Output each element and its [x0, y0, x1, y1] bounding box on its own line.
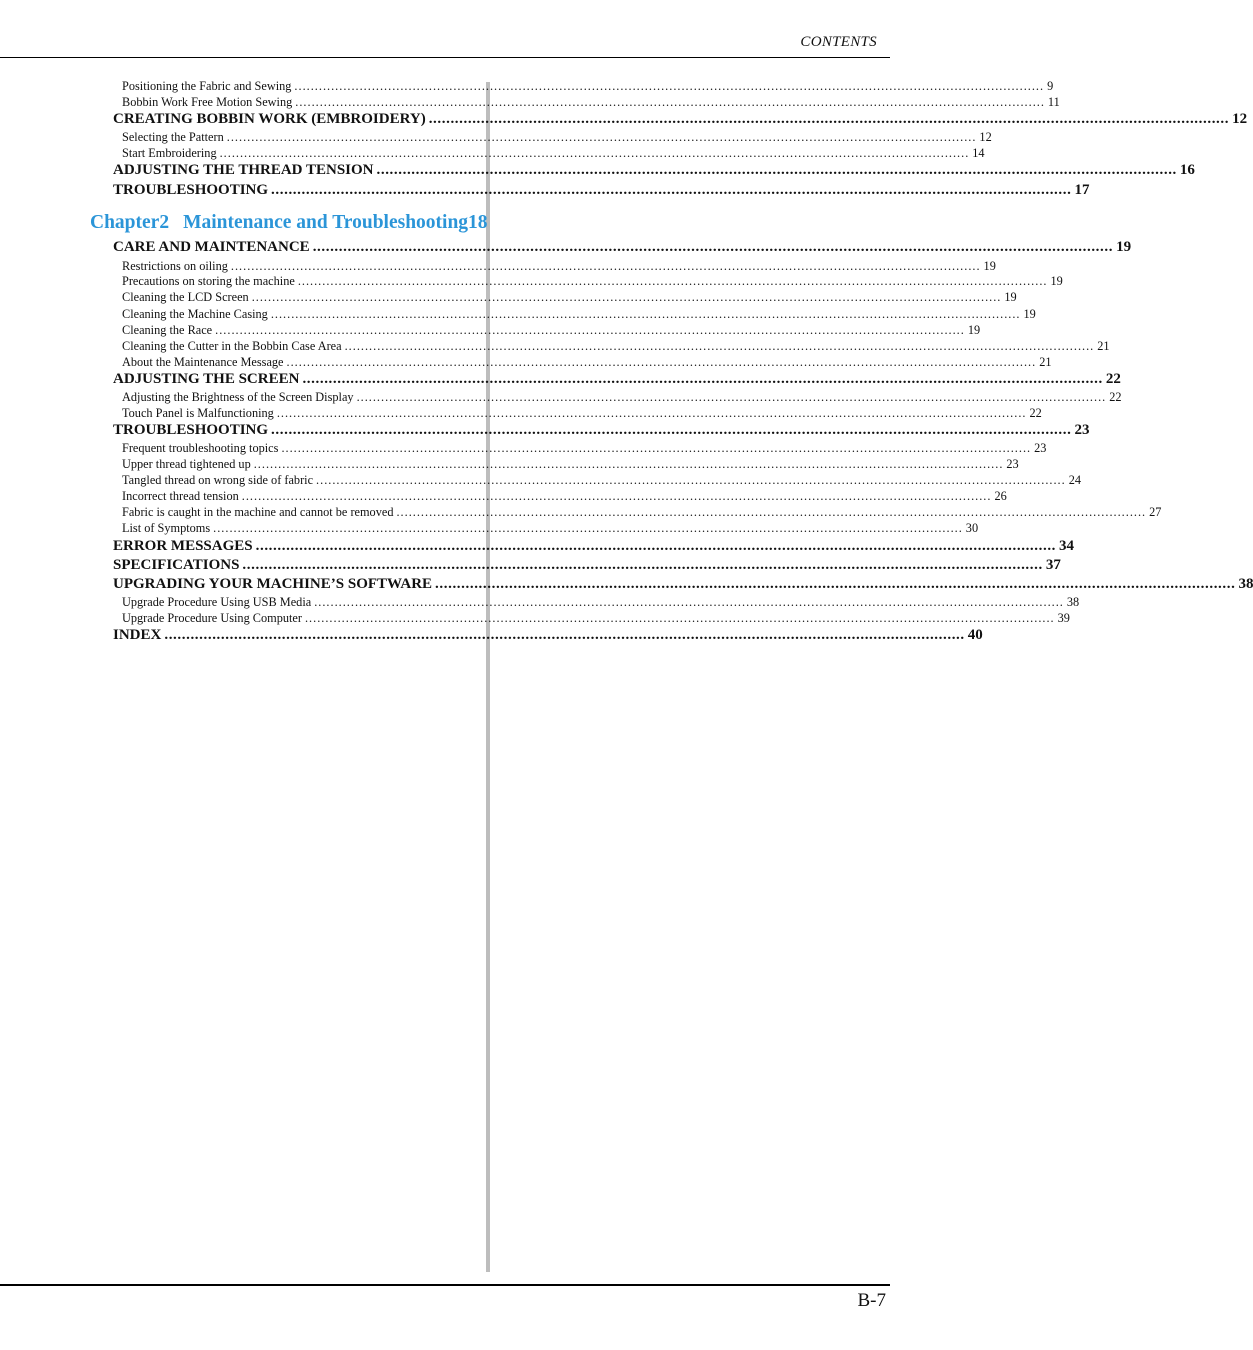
toc-entry-label: Positioning the Fabric and Sewing — [122, 79, 292, 93]
toc-entry-label: Frequent troubleshooting topics — [122, 441, 279, 455]
toc-entry-page: 14 — [972, 146, 985, 160]
toc-entry-page: 39 — [1057, 611, 1070, 625]
toc-leader-dots — [227, 129, 977, 145]
toc-entry-label: Upper thread tightened up — [122, 457, 251, 471]
toc-section-page: 23 — [1074, 422, 1090, 438]
toc-entry-label: Bobbin Work Free Motion Sewing — [122, 95, 293, 109]
toc-section-label: ERROR MESSAGES — [113, 538, 253, 554]
toc-section[interactable] — [113, 536, 1075, 556]
toc-entry-label: Tangled thread on wrong side of fabric — [122, 473, 314, 487]
toc-entry-label: About the Maintenance Message — [122, 355, 284, 369]
toc-leader-dots — [277, 405, 1027, 421]
toc-leader-dots — [294, 78, 1044, 94]
toc-leader-dots — [287, 354, 1037, 370]
toc-entry-page: 21 — [1039, 355, 1052, 369]
toc-entry[interactable] — [122, 488, 1007, 504]
toc-entry[interactable] — [122, 129, 992, 145]
toc-entry-label: Start Embroidering — [122, 146, 217, 160]
toc-leader-dots — [429, 109, 1229, 129]
toc-leader-dots — [271, 420, 1071, 440]
toc-leader-dots — [213, 520, 963, 536]
toc-entry[interactable] — [122, 405, 1042, 421]
toc-entry[interactable] — [122, 354, 1052, 370]
toc-entry-label: Upgrade Procedure Using Computer — [122, 611, 302, 625]
page-number: B-7 — [857, 1290, 886, 1311]
toc-entry-page: 19 — [1050, 274, 1063, 288]
toc-entry-label: Fabric is caught in the machine and cannot be removed — [122, 505, 394, 519]
toc-section-page: 17 — [1074, 182, 1090, 198]
toc-section-page: 16 — [1179, 162, 1195, 178]
toc-section-label: CARE AND MAINTENANCE — [113, 239, 310, 255]
toc-section[interactable] — [113, 420, 1090, 440]
toc-section[interactable] — [113, 555, 1061, 575]
toc-section[interactable] — [113, 574, 1253, 594]
toc-section[interactable] — [113, 237, 1132, 257]
toc-chapter-heading[interactable] — [90, 210, 488, 236]
toc-section-label: INDEX — [113, 627, 162, 643]
toc-section-label: ADJUSTING THE SCREEN — [113, 371, 300, 387]
toc-section-label: ADJUSTING THE THREAD TENSION — [113, 162, 374, 178]
toc-leader-dots — [345, 338, 1095, 354]
toc-entry[interactable] — [122, 440, 1047, 456]
toc-entry[interactable] — [122, 520, 979, 536]
toc-entry[interactable] — [122, 258, 996, 274]
toc-entry-page: 19 — [983, 259, 996, 273]
toc-entry-label: Cleaning the LCD Screen — [122, 290, 249, 304]
toc-leader-dots — [252, 289, 1002, 305]
toc-leader-dots — [377, 160, 1177, 180]
toc-entry-page: 19 — [967, 323, 981, 337]
toc-leader-dots — [314, 594, 1064, 610]
toc-section[interactable] — [113, 625, 983, 645]
toc-section-page: 19 — [1116, 239, 1132, 255]
toc-entry-label: Incorrect thread tension — [122, 489, 239, 503]
toc-leader-dots — [220, 145, 970, 161]
toc-leader-dots — [231, 258, 981, 274]
toc-entry-page: 21 — [1097, 339, 1110, 353]
toc-section[interactable] — [113, 180, 1090, 200]
toc-entry-page: 38 — [1066, 595, 1080, 609]
toc-leader-dots — [313, 237, 1113, 257]
footer-rule — [0, 1284, 890, 1286]
chapter-title: Maintenance and Troubleshooting — [183, 212, 469, 233]
toc-section-page: 22 — [1105, 371, 1121, 387]
toc-entry-label: Cleaning the Machine Casing — [122, 307, 268, 321]
toc-entry-page: 24 — [1068, 473, 1081, 487]
toc-section-page: 38 — [1238, 576, 1253, 592]
chapter-number: Chapter2 — [90, 212, 170, 233]
toc-entry-page: 23 — [1006, 457, 1019, 471]
toc-entry-page: 19 — [1004, 290, 1017, 304]
toc-entry-label: Cleaning the Race — [122, 323, 213, 337]
toc-leader-dots — [316, 472, 1066, 488]
toc-entry-page: 12 — [979, 130, 992, 144]
toc-entry[interactable] — [122, 389, 1122, 405]
toc-entry-label: Cleaning the Cutter in the Bobbin Case Area — [122, 339, 342, 353]
toc-leader-dots — [215, 322, 965, 338]
toc-section-page: 37 — [1045, 557, 1061, 573]
toc-leader-dots — [271, 306, 1021, 322]
toc-entry-page: 9 — [1047, 79, 1054, 93]
toc-entry[interactable] — [122, 610, 1070, 626]
header-title: CONTENTS — [800, 34, 877, 50]
toc-entry-page: 22 — [1109, 390, 1122, 404]
toc-section-label: TROUBLESHOOTING — [113, 422, 269, 438]
toc-section[interactable] — [113, 160, 1195, 180]
toc-leader-dots — [242, 555, 1042, 575]
toc-section[interactable] — [113, 109, 1248, 129]
toc-entry-label: Adjusting the Brightness of the Screen Display — [122, 390, 354, 404]
toc-section-label: CREATING BOBBIN WORK (EMBROIDERY) — [113, 111, 426, 127]
toc-entry-page: 23 — [1034, 441, 1047, 455]
toc-entry-page: 22 — [1029, 406, 1042, 420]
toc-entry[interactable] — [122, 145, 985, 161]
toc-leader-dots — [435, 574, 1235, 594]
toc-entry[interactable] — [122, 78, 1054, 94]
toc-section-label: TROUBLESHOOTING — [113, 182, 269, 198]
toc-entry-label: Precautions on storing the machine — [122, 274, 295, 288]
toc-leader-dots — [357, 389, 1107, 405]
toc-leader-dots — [164, 625, 964, 645]
toc-leader-dots — [281, 440, 1031, 456]
toc-entry-label: Upgrade Procedure Using USB Media — [122, 595, 312, 609]
toc-entry[interactable] — [122, 289, 1017, 305]
toc-leader-dots — [242, 488, 992, 504]
toc-entry[interactable] — [122, 338, 1110, 354]
toc-entry[interactable] — [122, 273, 1063, 289]
toc-leader-dots — [302, 369, 1102, 389]
toc-entry-label: Selecting the Pattern — [122, 130, 224, 144]
toc-leader-dots — [254, 456, 1004, 472]
toc-leader-dots — [396, 504, 1146, 520]
toc-entry[interactable] — [122, 306, 1036, 322]
toc-section-page: 12 — [1232, 111, 1248, 127]
toc-section-page: 34 — [1059, 538, 1075, 554]
chapter-page: 18 — [468, 212, 488, 233]
toc-entry-page: 26 — [994, 489, 1007, 503]
toc-entry[interactable] — [122, 456, 1019, 472]
toc-entry-page: 30 — [965, 521, 979, 535]
toc-entry[interactable] — [122, 322, 981, 338]
toc-leader-dots — [298, 273, 1048, 289]
toc-section-page: 40 — [967, 627, 983, 643]
toc-leader-dots — [271, 180, 1071, 200]
toc-section-label: UPGRADING YOUR MACHINE’S SOFTWARE — [113, 576, 433, 592]
toc-entry[interactable] — [122, 94, 1060, 110]
toc-entry-label: Touch Panel is Malfunctioning — [122, 406, 274, 420]
toc-leader-dots — [295, 94, 1045, 110]
toc-section[interactable] — [113, 369, 1121, 389]
toc-entry-label: List of Symptoms — [122, 521, 211, 535]
toc-entry-page: 19 — [1023, 307, 1036, 321]
header-rule — [0, 57, 890, 58]
toc-entry[interactable] — [122, 472, 1081, 488]
toc-entry-page: 11 — [1047, 95, 1060, 109]
toc-entry[interactable] — [122, 504, 1162, 520]
toc-section-label: SPECIFICATIONS — [113, 557, 240, 573]
toc-leader-dots — [256, 536, 1056, 556]
toc-entry-page: 27 — [1149, 505, 1162, 519]
toc-entry[interactable] — [122, 594, 1080, 610]
toc-leader-dots — [305, 610, 1055, 626]
toc-entry-label: Restrictions on oiling — [122, 259, 228, 273]
